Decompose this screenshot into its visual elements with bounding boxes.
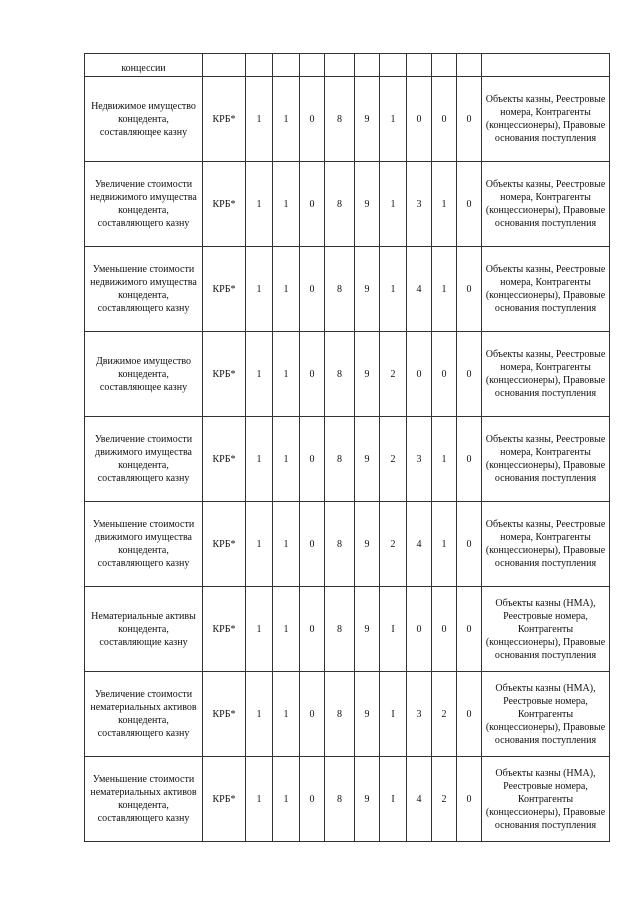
- account-digit-cell: 1: [246, 502, 273, 587]
- account-digit-cell: 1: [432, 417, 457, 502]
- account-digit-cell: 0: [300, 162, 325, 247]
- account-code-cell: КРБ*: [203, 757, 246, 842]
- account-digit-cell: 4: [407, 757, 432, 842]
- account-digit-cell: 4: [407, 247, 432, 332]
- account-digit-cell: 2: [432, 672, 457, 757]
- account-code-cell: КРБ*: [203, 672, 246, 757]
- analytics-cell: Объекты казны, Реестровые номера, Контрагенты (концессионеры), Правовые основания поступления: [482, 417, 610, 502]
- account-digit-cell: 1: [246, 672, 273, 757]
- account-digit-cell: 1: [246, 757, 273, 842]
- account-code-cell: КРБ*: [203, 77, 246, 162]
- account-digit-cell: 2: [380, 332, 407, 417]
- table-row: [85, 332, 610, 417]
- account-digit-cell: 9: [355, 672, 380, 757]
- account-digit-cell: 0: [457, 332, 482, 417]
- account-digit-cell: 1: [273, 757, 300, 842]
- account-digit-cell: 3: [407, 672, 432, 757]
- account-digit-cell: 0: [300, 502, 325, 587]
- account-digit-cell: 3: [407, 162, 432, 247]
- table-row: [85, 757, 610, 842]
- account-digit-cell: 0: [300, 77, 325, 162]
- empty-cell: [300, 54, 325, 77]
- account-digit-cell: I: [380, 672, 407, 757]
- account-digit-cell: 1: [273, 77, 300, 162]
- account-code-cell: КРБ*: [203, 417, 246, 502]
- account-digit-cell: 1: [432, 247, 457, 332]
- account-digit-cell: 8: [325, 757, 355, 842]
- analytics-cell: Объекты казны (НМА), Реестровые номера, Контрагенты (концессионеры), Правовые основания поступления: [482, 757, 610, 842]
- account-digit-cell: 9: [355, 417, 380, 502]
- account-digit-cell: 1: [246, 77, 273, 162]
- account-name-cell: Движимое имущество концедента, составляющее казну: [85, 332, 203, 417]
- account-digit-cell: 0: [457, 162, 482, 247]
- table-row: [85, 162, 610, 247]
- account-code-cell: КРБ*: [203, 332, 246, 417]
- account-digit-cell: 8: [325, 502, 355, 587]
- account-digit-cell: 9: [355, 162, 380, 247]
- account-digit-cell: 1: [273, 162, 300, 247]
- table-row: [85, 77, 610, 162]
- account-digit-cell: 9: [355, 587, 380, 672]
- account-digit-cell: 1: [273, 332, 300, 417]
- account-name-cell: Уменьшение стоимости движимого имущества концедента, составляющего казну: [85, 502, 203, 587]
- account-digit-cell: 1: [246, 332, 273, 417]
- empty-cell: [273, 54, 300, 77]
- account-digit-cell: 9: [355, 77, 380, 162]
- analytics-cell: Объекты казны (НМА), Реестровые номера, Контрагенты (концессионеры), Правовые основания поступления: [482, 587, 610, 672]
- table-row: [85, 672, 610, 757]
- account-digit-cell: 1: [380, 247, 407, 332]
- empty-cell: [432, 54, 457, 77]
- account-digit-cell: 8: [325, 332, 355, 417]
- account-digit-cell: 0: [457, 247, 482, 332]
- account-name-cell: Увеличение стоимости нематериальных активов концедента, составляющего казну: [85, 672, 203, 757]
- account-digit-cell: 9: [355, 247, 380, 332]
- account-name-cell: Увеличение стоимости недвижимого имущества концедента, составляющего казну: [85, 162, 203, 247]
- account-name-cell: Уменьшение стоимости нематериальных активов концедента, составляющего казну: [85, 757, 203, 842]
- account-digit-cell: 0: [300, 247, 325, 332]
- account-name-cell: Уменьшение стоимости недвижимого имущества концедента, составляющего казну: [85, 247, 203, 332]
- analytics-cell: Объекты казны, Реестровые номера, Контрагенты (концессионеры), Правовые основания поступления: [482, 502, 610, 587]
- analytics-cell: Объекты казны, Реестровые номера, Контрагенты (концессионеры), Правовые основания поступления: [482, 247, 610, 332]
- account-name-cell: Увеличение стоимости движимого имущества концедента, составляющего казну: [85, 417, 203, 502]
- account-name-cell: Недвижимое имущество концедента, составляющее казну: [85, 77, 203, 162]
- account-digit-cell: 1: [246, 587, 273, 672]
- account-digit-cell: 8: [325, 587, 355, 672]
- account-code-cell: КРБ*: [203, 502, 246, 587]
- table-row: [85, 417, 610, 502]
- account-digit-cell: 0: [300, 757, 325, 842]
- account-digit-cell: 2: [432, 757, 457, 842]
- account-name-cell: Нематериальные активы концедента, составляющие казну: [85, 587, 203, 672]
- account-code-cell: КРБ*: [203, 247, 246, 332]
- account-digit-cell: 1: [246, 162, 273, 247]
- account-digit-cell: 0: [457, 417, 482, 502]
- table-row-continued: [85, 54, 610, 77]
- account-digit-cell: 0: [432, 77, 457, 162]
- account-digit-cell: 0: [432, 587, 457, 672]
- account-digit-cell: 9: [355, 332, 380, 417]
- account-code-cell: КРБ*: [203, 162, 246, 247]
- empty-cell: [482, 54, 610, 77]
- account-digit-cell: 0: [300, 672, 325, 757]
- account-digit-cell: 1: [246, 417, 273, 502]
- empty-cell: [325, 54, 355, 77]
- account-digit-cell: 0: [300, 417, 325, 502]
- empty-cell: [407, 54, 432, 77]
- account-digit-cell: 0: [457, 502, 482, 587]
- table-row: [85, 502, 610, 587]
- account-digit-cell: 8: [325, 77, 355, 162]
- table-row: [85, 247, 610, 332]
- account-digit-cell: 1: [273, 587, 300, 672]
- account-digit-cell: 0: [300, 332, 325, 417]
- account-code-cell: КРБ*: [203, 587, 246, 672]
- account-digit-cell: 1: [432, 502, 457, 587]
- account-name-cell: концессии: [85, 54, 203, 77]
- analytics-cell: Объекты казны, Реестровые номера, Контрагенты (концессионеры), Правовые основания поступления: [482, 332, 610, 417]
- account-digit-cell: 0: [457, 77, 482, 162]
- account-digit-cell: 2: [380, 417, 407, 502]
- account-digit-cell: 0: [457, 587, 482, 672]
- account-digit-cell: 0: [432, 332, 457, 417]
- account-digit-cell: 4: [407, 502, 432, 587]
- account-digit-cell: 1: [273, 502, 300, 587]
- account-digit-cell: I: [380, 757, 407, 842]
- account-digit-cell: 9: [355, 502, 380, 587]
- account-digit-cell: 0: [457, 672, 482, 757]
- account-digit-cell: 2: [380, 502, 407, 587]
- account-digit-cell: 8: [325, 162, 355, 247]
- account-digit-cell: 1: [273, 247, 300, 332]
- empty-cell: [380, 54, 407, 77]
- account-digit-cell: 8: [325, 417, 355, 502]
- account-digit-cell: 0: [407, 332, 432, 417]
- account-digit-cell: 0: [407, 587, 432, 672]
- analytics-cell: Объекты казны, Реестровые номера, Контрагенты (концессионеры), Правовые основания поступления: [482, 162, 610, 247]
- table-row: [85, 587, 610, 672]
- analytics-cell: Объекты казны (НМА), Реестровые номера, Контрагенты (концессионеры), Правовые основания поступления: [482, 672, 610, 757]
- account-digit-cell: 8: [325, 672, 355, 757]
- account-digit-cell: 1: [246, 247, 273, 332]
- account-digit-cell: 1: [273, 417, 300, 502]
- empty-cell: [355, 54, 380, 77]
- account-digit-cell: 1: [380, 77, 407, 162]
- account-digit-cell: 0: [407, 77, 432, 162]
- account-digit-cell: 1: [380, 162, 407, 247]
- account-digit-cell: 9: [355, 757, 380, 842]
- account-digit-cell: 0: [457, 757, 482, 842]
- accounts-table: [84, 53, 610, 842]
- account-digit-cell: 1: [432, 162, 457, 247]
- empty-cell: [203, 54, 246, 77]
- empty-cell: [246, 54, 273, 77]
- empty-cell: [457, 54, 482, 77]
- account-digit-cell: 3: [407, 417, 432, 502]
- account-digit-cell: 8: [325, 247, 355, 332]
- account-digit-cell: 1: [273, 672, 300, 757]
- analytics-cell: Объекты казны, Реестровые номера, Контрагенты (концессионеры), Правовые основания поступления: [482, 77, 610, 162]
- account-digit-cell: 0: [300, 587, 325, 672]
- account-digit-cell: I: [380, 587, 407, 672]
